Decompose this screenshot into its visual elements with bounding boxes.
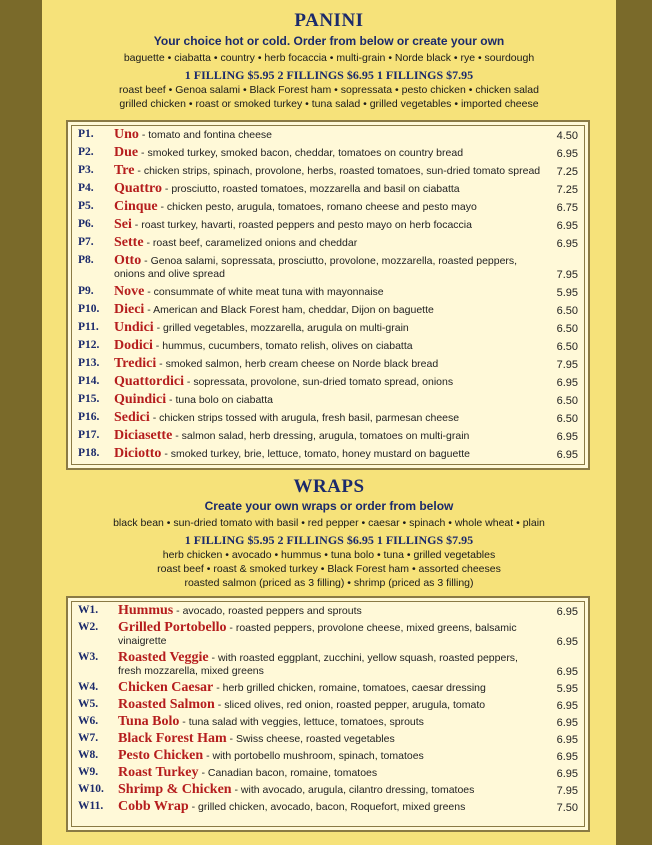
item-number: W2. [78,621,99,633]
item-ingredients: smoked turkey, brie, lettuce, tomato, honey mustard on baguette [170,448,471,460]
item-name: Tuna Bolo [118,714,180,729]
wraps-item [78,698,578,712]
item-ingredients: Genoa salami, sopressata, prosciutto, provolone, mozzarella, roasted peppers, onions and olive spread [114,255,518,280]
item-number: P12. [78,339,100,351]
wraps-item [78,766,578,780]
item-description: Diciasette - salmon salad, herb dressing, arugula, tomatoes on multi-grain [114,428,470,443]
item-description: Sei - roast turkey, havarti, roasted peppers and pesto mayo on herb focaccia [114,217,472,232]
item-description: Grilled Portobello - roasted peppers, provolone cheese, mixed greens, balsamic vinaigrette [118,620,517,647]
item-price: 5.95 [556,683,578,695]
wraps-item [78,621,578,648]
item-ingredients: roast beef, caramelized onions and cheddar [152,237,358,249]
item-ingredients: with avocado, arugula, cilantro dressing, tomatoes [240,784,475,796]
panini-item [78,375,578,389]
item-ingredients: avocado, roasted peppers and sprouts [182,605,362,617]
item-name: Shrimp & Chicken [118,782,232,797]
item-number: P4. [78,182,94,194]
item-description: Cinque - chicken pesto, arugula, tomatoes, romano cheese and pesto mayo [114,199,477,214]
item-description: Black Forest Ham - Swiss cheese, roasted vegetables [118,731,395,746]
item-number: P2. [78,146,94,158]
panini-item [78,128,578,142]
item-price: 7.95 [556,785,578,797]
panini-item [78,429,578,443]
panini-items-box [66,120,590,470]
item-description: Nove - consummate of white meat tuna with mayonnaise [114,284,384,299]
item-description: Chicken Caesar - herb grilled chicken, romaine, tomatoes, caesar dressing [118,680,486,695]
item-number: P1. [78,128,94,140]
item-number: W9. [78,766,99,778]
item-name: Grilled Portobello [118,620,227,635]
item-price: 6.95 [556,606,578,618]
item-number: W4. [78,681,99,693]
item-ingredients: grilled chicken, avocado, bacon, Roquefort, mixed greens [198,801,466,813]
item-number: W7. [78,732,99,744]
item-description: Tre - chicken strips, spinach, provolone, herbs, roasted tomatoes, sun-dried tomato spread [114,163,541,178]
item-description: Shrimp & Chicken - with avocado, arugula, cilantro dressing, tomatoes [118,782,475,797]
wraps-breads: black bean • sun-dried tomato with basil • red pepper • caesar • spinach • whole wheat • plain [113,517,545,529]
item-name: Sei [114,217,132,232]
item-price: 6.50 [556,305,578,317]
item-description: Quindici - tuna bolo on ciabatta [114,392,273,407]
panini-fillings-1: roast beef • Genoa salami • Black Forest ham • sopressata • pesto chicken • chicken salad [119,84,539,96]
item-ingredients: sliced olives, red onion, roasted pepper, arugula, tomato [224,699,486,711]
item-ingredients: chicken strips, spinach, provolone, herbs, roasted tomatoes, sun-dried tomato spread [143,165,541,177]
item-name: Roasted Veggie [118,650,209,665]
wraps-pricing: 1 FILLING $5.95 2 FILLINGS $6.95 1 FILLINGS $7.95 [184,533,474,547]
item-price: 7.25 [556,184,578,196]
item-price: 6.95 [556,734,578,746]
panini-item [78,411,578,425]
item-name: Pesto Chicken [118,748,204,763]
item-ingredients: American and Black Forest ham, cheddar, Dijon on baguette [153,304,434,316]
item-ingredients: roast turkey, havarti, roasted peppers and pesto mayo on herb focaccia [141,219,472,231]
item-price: 7.25 [556,166,578,178]
panini-title: PANINI [294,10,364,31]
item-description: Roasted Veggie - with roasted eggplant, zucchini, yellow squash, roasted peppers, fresh mozzarella, mixed greens [118,650,518,677]
panini-fillings-2: grilled chicken • roast or smoked turkey • tuna salad • grilled vegetables • imported cheese [119,98,539,110]
wraps-item [78,681,578,695]
wraps-item [78,651,578,678]
item-number: P15. [78,393,100,405]
item-name: Tredici [114,356,157,371]
item-name: Cobb Wrap [118,799,189,814]
item-price: 7.95 [556,359,578,371]
item-description: Tredici - smoked salmon, herb cream cheese on Norde black bread [114,356,439,371]
item-ingredients: roasted peppers, provolone cheese, mixed greens, balsamic vinaigrette [118,622,517,647]
item-number: W3. [78,651,99,663]
item-price: 6.95 [556,431,578,443]
item-name: Nove [114,284,145,299]
item-name: Dodici [114,338,153,353]
item-description: Sette - roast beef, caramelized onions and cheddar [114,235,358,250]
item-name: Diciasette [114,428,173,443]
item-name: Dieci [114,302,145,317]
item-description: Roast Turkey - Canadian bacon, romaine, tomatoes [118,765,378,780]
wraps-item [78,783,578,797]
item-ingredients: chicken strips tossed with arugula, fresh basil, parmesan cheese [159,412,460,424]
item-description: Cobb Wrap - grilled chicken, avocado, bacon, Roquefort, mixed greens [118,799,466,814]
item-ingredients: Canadian bacon, romaine, tomatoes [207,767,378,779]
item-ingredients: with portobello mushroom, spinach, tomatoes [212,750,424,762]
item-price: 6.50 [556,395,578,407]
item-number: P5. [78,200,94,212]
panini-item [78,254,578,281]
item-price: 6.95 [556,666,578,678]
item-ingredients: sopressata, provolone, sun-dried tomato spread, onions [193,376,454,388]
item-name: Undici [114,320,154,335]
item-price: 6.50 [556,341,578,353]
item-name: Diciotto [114,446,162,461]
item-ingredients: smoked turkey, smoked bacon, cheddar, tomatoes on country bread [147,147,464,159]
panini-header [42,10,616,111]
item-name: Sedici [114,410,150,425]
item-name: Tre [114,163,135,178]
item-description: Dieci - American and Black Forest ham, cheddar, Dijon on baguette [114,302,434,317]
item-number: W11. [78,800,104,812]
item-name: Black Forest Ham [118,731,227,746]
panini-item [78,285,578,299]
item-ingredients: smoked salmon, herb cream cheese on Norde black bread [165,358,439,370]
item-name: Quattordici [114,374,184,389]
item-name: Hummus [118,603,174,618]
item-price: 6.95 [556,636,578,648]
item-ingredients: with roasted eggplant, zucchini, yellow squash, roasted peppers, fresh mozzarella, mixed greens [118,652,518,677]
wraps-item [78,732,578,746]
item-number: W10. [78,783,104,795]
item-description: Tuna Bolo - tuna salad with veggies, lettuce, tomatoes, sprouts [118,714,424,729]
panini-item [78,146,578,160]
wraps-header [42,476,616,590]
item-number: W5. [78,698,99,710]
wraps-title: WRAPS [293,476,365,497]
item-name: Cinque [114,199,158,214]
item-number: P14. [78,375,100,387]
panini-item [78,164,578,178]
item-name: Sette [114,235,144,250]
item-number: P13. [78,357,100,369]
item-description: Pesto Chicken - with portobello mushroom, spinach, tomatoes [118,748,424,763]
panini-subtitle: Your choice hot or cold. Order from below or create your own [153,34,505,48]
item-price: 6.95 [556,220,578,232]
item-number: P7. [78,236,94,248]
item-name: Quattro [114,181,162,196]
item-description: Uno - tomato and fontina cheese [114,127,273,142]
item-price: 6.95 [556,148,578,160]
wraps-item [78,604,578,618]
menu-page [42,0,616,845]
item-number: W1. [78,604,99,616]
item-ingredients: tomato and fontina cheese [148,129,273,141]
item-ingredients: hummus, cucumbers, tomato relish, olives on ciabatta [162,340,413,352]
item-price: 5.95 [556,287,578,299]
item-number: P18. [78,447,100,459]
item-number: P10. [78,303,100,315]
wraps-fillings-2: roast beef • roast & smoked turkey • Black Forest ham • assorted cheeses [157,563,501,575]
panini-item [78,303,578,317]
item-ingredients: grilled vegetables, mozzarella, arugula on multi-grain [163,322,409,334]
item-description: Diciotto - smoked turkey, brie, lettuce, tomato, honey mustard on baguette [114,446,471,461]
item-price: 6.95 [556,700,578,712]
item-price: 6.50 [556,323,578,335]
item-description: Due - smoked turkey, smoked bacon, cheddar, tomatoes on country bread [114,145,464,160]
panini-pricing: 1 FILLING $5.95 2 FILLINGS $6.95 1 FILLINGS $7.95 [184,68,474,82]
item-price: 6.95 [556,238,578,250]
item-price: 6.95 [556,768,578,780]
panini-item [78,200,578,214]
item-ingredients: tuna salad with veggies, lettuce, tomatoes, sprouts [188,716,424,728]
item-number: P17. [78,429,100,441]
wraps-fillings-3: roasted salmon (priced as 3 filling) • shrimp (priced as 3 filling) [184,577,474,589]
wraps-subtitle: Create your own wraps or order from below [204,499,454,513]
panini-item [78,357,578,371]
panini-item [78,339,578,353]
item-ingredients: herb grilled chicken, romaine, tomatoes, caesar dressing [222,682,486,694]
item-description: Quattordici - sopressata, provolone, sun-dried tomato spread, onions [114,374,454,389]
item-description: Dodici - hummus, cucumbers, tomato relish, olives on ciabatta [114,338,413,353]
item-price: 7.50 [556,802,578,814]
item-ingredients: prosciutto, roasted tomatoes, mozzarella and basil on ciabatta [171,183,460,195]
item-name: Quindici [114,392,167,407]
item-price: 4.50 [556,130,578,142]
item-price: 6.95 [556,377,578,389]
item-description: Sedici - chicken strips tossed with arugula, fresh basil, parmesan cheese [114,410,460,425]
panini-item [78,182,578,196]
item-price: 7.95 [556,269,578,281]
item-number: P11. [78,321,99,333]
item-description: Otto - Genoa salami, sopressata, prosciutto, provolone, mozzarella, roasted peppers, onions and olive spread [114,253,518,280]
item-name: Due [114,145,139,160]
item-name: Uno [114,127,139,142]
item-name: Roasted Salmon [118,697,215,712]
item-price: 6.95 [556,449,578,461]
wraps-item [78,715,578,729]
item-description: Hummus - avocado, roasted peppers and sprouts [118,603,362,618]
item-description: Undici - grilled vegetables, mozzarella, arugula on multi-grain [114,320,409,335]
panini-item [78,393,578,407]
item-name: Chicken Caesar [118,680,214,695]
item-number: P6. [78,218,94,230]
item-ingredients: tuna bolo on ciabatta [175,394,273,406]
item-ingredients: chicken pesto, arugula, tomatoes, romano cheese and pesto mayo [166,201,477,213]
panini-breads: baguette • ciabatta • country • herb focaccia • multi-grain • Norde black • rye • sourdough [123,52,535,64]
wraps-item [78,800,578,814]
item-name: Roast Turkey [118,765,199,780]
item-ingredients: Swiss cheese, roasted vegetables [235,733,395,745]
panini-item [78,321,578,335]
item-price: 6.95 [556,717,578,729]
panini-item [78,447,578,461]
wraps-fillings-1: herb chicken • avocado • hummus • tuna bolo • tuna • grilled vegetables [162,549,496,561]
item-number: P9. [78,285,94,297]
item-description: Quattro - prosciutto, roasted tomatoes, mozzarella and basil on ciabatta [114,181,460,196]
panini-item [78,218,578,232]
item-name: Otto [114,253,142,268]
item-number: W8. [78,749,99,761]
item-price: 6.50 [556,413,578,425]
item-number: P3. [78,164,94,176]
item-price: 6.75 [556,202,578,214]
item-price: 6.95 [556,751,578,763]
item-ingredients: salmon salad, herb dressing, arugula, tomatoes on multi-grain [181,430,470,442]
wraps-item [78,749,578,763]
item-number: W6. [78,715,99,727]
item-ingredients: consummate of white meat tuna with mayonnaise [153,286,384,298]
item-number: P16. [78,411,100,423]
wraps-items-box [66,596,590,832]
panini-item [78,236,578,250]
item-description: Roasted Salmon - sliced olives, red onion, roasted pepper, arugula, tomato [118,697,486,712]
item-number: P8. [78,254,94,266]
